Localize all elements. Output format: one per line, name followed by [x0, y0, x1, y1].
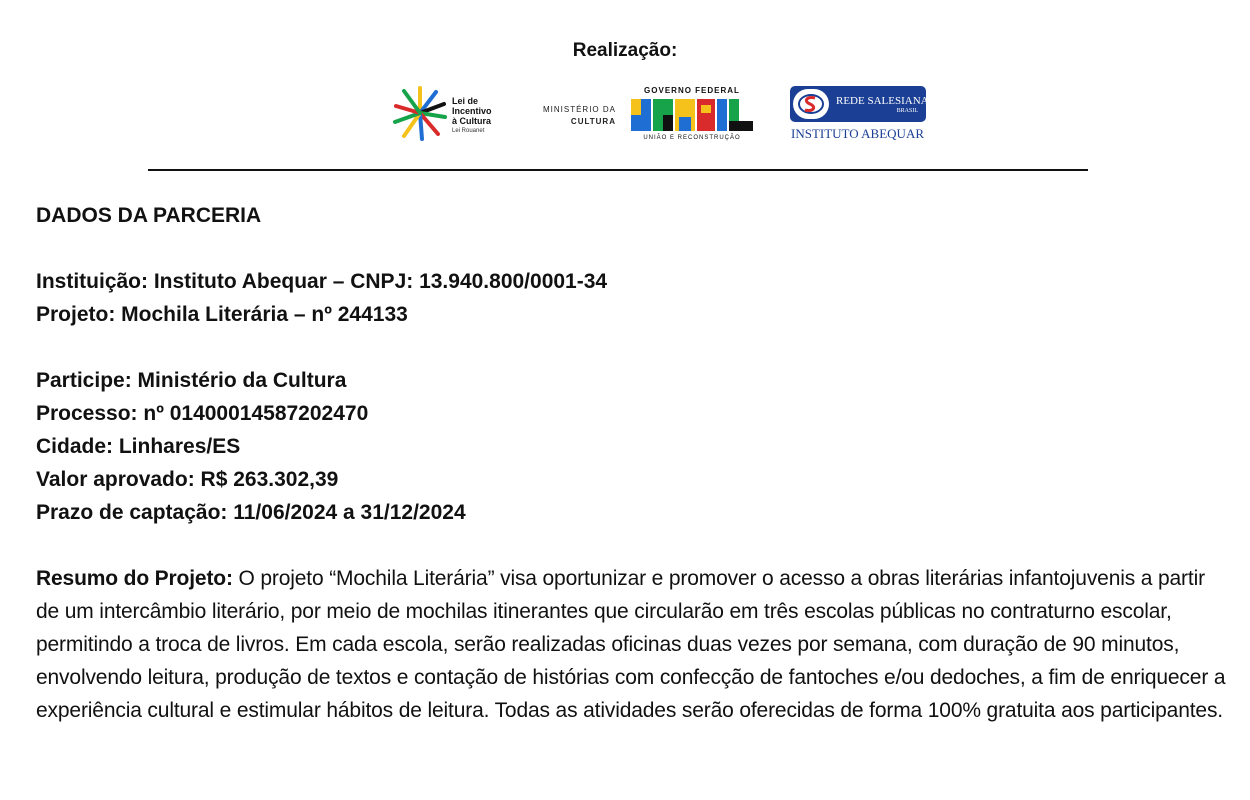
spacer — [36, 331, 1226, 364]
divider-line — [148, 169, 1088, 171]
lei-rouanet-text: Lei Rouanet — [452, 128, 485, 134]
governo-federal-text: GOVERNO FEDERAL — [644, 86, 740, 95]
instituto-abequar-name: INSTITUTO ABEQUAR — [791, 126, 925, 141]
resumo-label: Resumo do Projeto: — [36, 567, 233, 590]
instituicao-line: Instituição: Instituto Abequar – CNPJ: 13.940.800/0001-34 — [36, 270, 608, 293]
salesiana-s-icon — [797, 92, 825, 116]
participe-line: Participe: Ministério da Cultura — [36, 369, 347, 392]
partnership-details — [36, 199, 1226, 727]
spacer — [36, 232, 1226, 265]
valor-line: Valor aprovado: R$ 263.302,39 — [36, 468, 339, 491]
resumo-text: O projeto “Mochila Literária” visa oportunizar e promover o acesso a obras literárias infantojuvenis a partir de um intercâmbio literário, por meio de mochilas itinerantes que circularão em três escolas públicas no contraturno escolar, permitindo a troca de livros. Em cada escola, serão realizadas oficinas duas vezes por semana, com duração de 90 minutos, envolvendo leitura, produção de textos e contação de histórias com confecção de fantoches e/ou dedoches, a fim de enriquecer a experiência cultural e estimular hábitos de leitura. Todas as atividades serão oferecidas de forma 100% gratuita aos participantes. — [36, 567, 1226, 722]
brasil-wordmark-icon — [631, 97, 755, 133]
section-title: DADOS DA PARCERIA — [36, 204, 262, 227]
prazo-line: Prazo de captação: 11/06/2024 a 31/12/2024 — [36, 501, 466, 524]
rede-salesiana-banner — [790, 86, 929, 122]
sunburst-icon — [392, 84, 448, 142]
rede-salesiana-country: BRASIL — [896, 108, 918, 114]
rede-salesiana-name: REDE SALESIANA — [836, 95, 929, 107]
lei-incentivo-text: Lei de Incentivo à Cultura — [452, 96, 492, 126]
cidade-line: Cidade: Linhares/ES — [36, 435, 241, 458]
realizacao-heading: Realização: — [572, 40, 678, 61]
processo-line: Processo: nº 01400014587202470 — [36, 402, 369, 425]
projeto-line: Projeto: Mochila Literária – nº 244133 — [36, 303, 408, 326]
spacer — [36, 529, 1226, 562]
cultura-line: CULTURA — [570, 117, 616, 126]
ministerio-cultura-logo — [524, 104, 616, 128]
salesiana-emblem — [793, 89, 829, 119]
lei-incentivo-logo — [392, 84, 502, 142]
sponsor-logos — [0, 84, 1250, 144]
governo-federal-logo — [628, 84, 760, 144]
rede-salesiana-logo — [788, 84, 930, 144]
resumo-paragraph — [36, 562, 1226, 727]
uniao-reconstrucao-text: UNIÃO E RECONSTRUÇÃO — [643, 135, 741, 141]
ministerio-line: MINISTÉRIO DA — [542, 105, 616, 114]
